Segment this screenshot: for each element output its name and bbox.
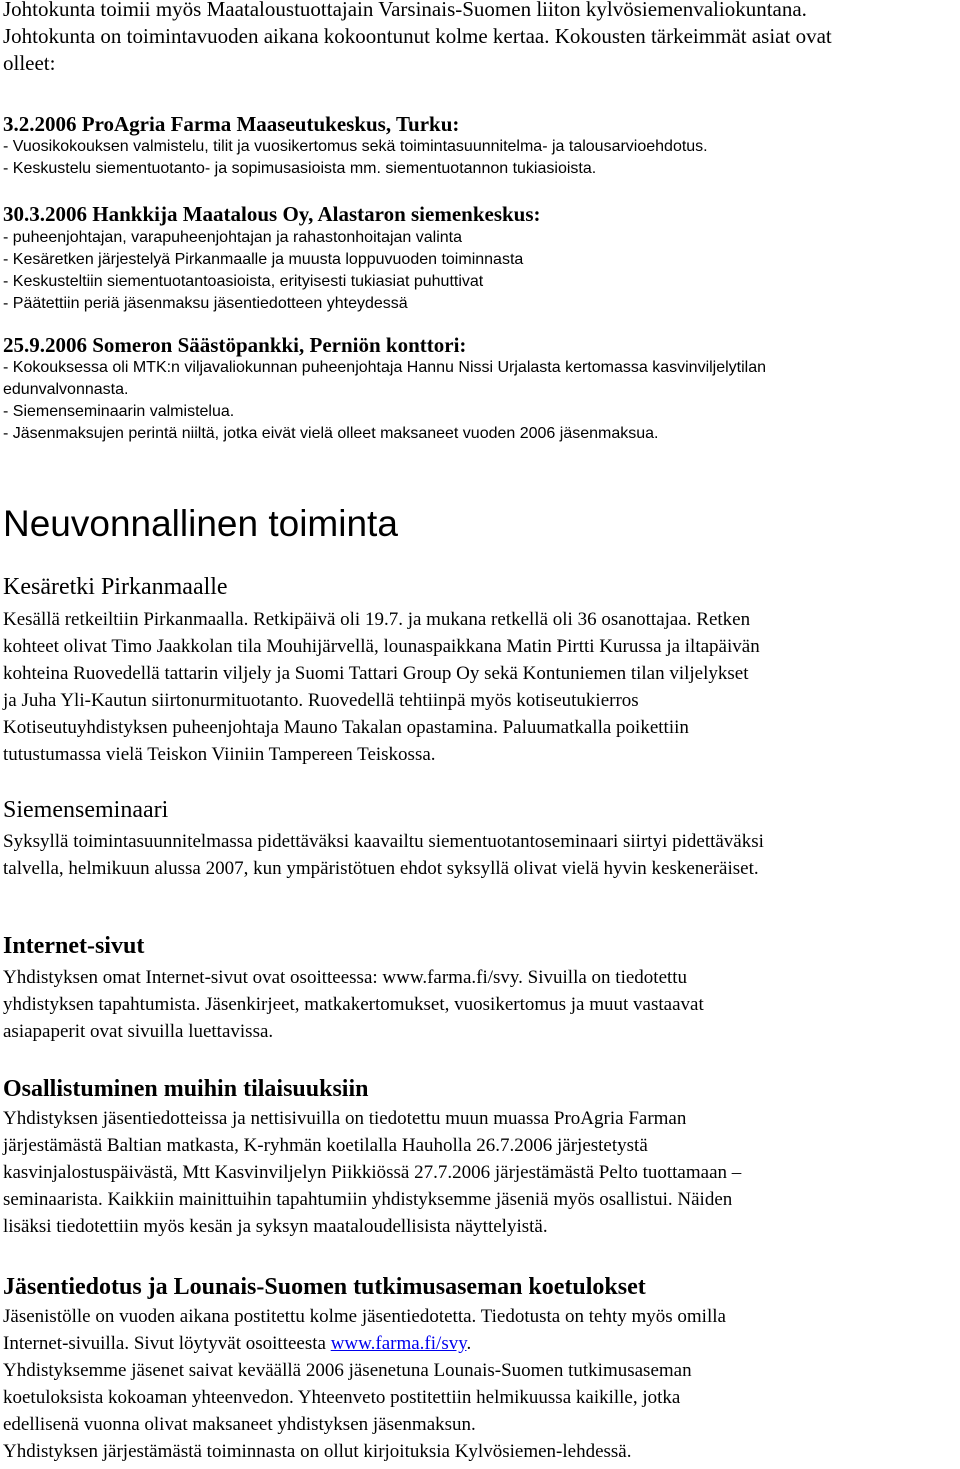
intro-line: olleet:	[3, 51, 56, 75]
meeting-heading: 3.2.2006 ProAgria Farma Maaseutukeskus, Turku:	[3, 112, 460, 136]
text-line: koetuloksista kokoaman yhteenvedon. Yhteenveto postitettiin helmikuussa kaikille, jotka	[3, 1387, 681, 1408]
jasentiedotus-heading: Jäsentiedotus ja Lounais-Suomen tutkimusaseman koetulokset	[3, 1274, 646, 1300]
text-line: tutustumassa vielä Teiskon Viiniin Tampereen Teiskossa.	[3, 744, 436, 765]
meeting-item: - Siemenseminaarin valmistelua.	[3, 403, 235, 420]
intro-line: Johtokunta on toimintavuoden aikana kokoontunut kolme kertaa. Kokousten tärkeimmät asiat ovat	[3, 24, 832, 48]
text-line: Syksyllä toimintasuunnitelmassa pidettäväksi kaavailtu siementuotantoseminaari siirtyi pidettäväksi	[3, 831, 764, 852]
meeting-item: - Kokouksessa oli MTK:n viljavaliokunnan puheenjohtaja Hannu Nissi Urjalasta kertomassa kasvinviljelytilan	[3, 359, 767, 376]
intro-line: Johtokunta toimii myös Maataloustuottajain Varsinais-Suomen liiton kylvösiemenvaliokuntana.	[3, 0, 807, 21]
text-line: järjestämästä Baltian matkasta, K-ryhmän koetilalla Hauholla 26.7.2006 järjestetystä	[3, 1135, 648, 1156]
meeting-item: - Jäsenmaksujen perintä niiltä, jotka eivät vielä olleet maksaneet vuoden 2006 jäsenmaksua.	[3, 425, 659, 442]
text-line: Yhdistyksen jäsentiedotteissa ja nettisivuilla on tiedotettu muun muassa ProAgria Farman	[3, 1108, 687, 1129]
text-line: Yhdistyksen omat Internet-sivut ovat osoitteessa: www.farma.fi/svy. Sivuilla on tiedotettu	[3, 967, 688, 988]
text-line: kohteina Ruovedellä tattarin viljely ja Suomi Tattari Group Oy sekä Kontuniemen tilan viljelykset	[3, 663, 749, 684]
meeting-item: - Vuosikokouksen valmistelu, tilit ja vuosikertomus sekä toimintasuunnitelma- ja talousarvioehdotus.	[3, 138, 708, 155]
meeting-item: - puheenjohtajan, varapuheenjohtajan ja rahastonhoitajan valinta	[3, 229, 463, 246]
text-line: yhdistyksen tapahtumista. Jäsenkirjeet, matkakertomukset, vuosikertomus ja muut vastaavat	[3, 994, 704, 1015]
osallistuminen-heading: Osallistuminen muihin tilaisuuksiin	[3, 1076, 369, 1102]
text-line: kasvinjalostuspäivästä, Mtt Kasvinviljelyn Piikkiössä 27.7.2006 järjestämästä Pelto tuottamaan –	[3, 1162, 742, 1183]
text-line: Yhdistyksen järjestämästä toiminnasta on ollut kirjoituksia Kylvösiemen-lehdessä.	[3, 1441, 632, 1462]
text-line: lisäksi tiedotettiin myös kesän ja syksyn maataloudellisista näyttelyistä.	[3, 1216, 548, 1237]
section-title: Neuvonnallinen toiminta	[3, 503, 398, 544]
text-line: ja Juha Yli-Kautun siirtonurmituotanto. Ruovedellä tehtiinpä myös kotiseutukierros	[3, 690, 639, 711]
meeting-items	[3, 136, 708, 180]
kesaretki-heading: Kesäretki Pirkanmaalle	[3, 574, 228, 600]
meeting-item: - Keskusteltiin siementuotantoasioista, erityisesti tukiasiat puhuttivat	[3, 273, 484, 290]
meeting-heading: 30.3.2006 Hankkija Maatalous Oy, Alastaron siemenkeskus:	[3, 202, 541, 226]
seminaari-paragraph	[3, 828, 764, 882]
osallistuminen-paragraph	[3, 1105, 741, 1240]
text-line: asiapaperit ovat sivuilla luettavissa.	[3, 1021, 274, 1042]
text-line: talvella, helmikuun alussa 2007, kun ympäristötuen ehdot syksyllä olivat vielä hyvin keskeneräiset.	[3, 858, 759, 879]
text-fragment: Internet-sivuilla. Sivut löytyvät osoitteesta	[3, 1333, 331, 1354]
text-line: Kotiseutuyhdistyksen puheenjohtaja Mauno Takalan opastamina. Paluumatkalla poikettiin	[3, 717, 689, 738]
text-line: Yhdistyksemme jäsenet saivat keväällä 2006 jäsenetuna Lounais-Suomen tutkimusaseman	[3, 1360, 692, 1381]
text-line: kohteet olivat Timo Jaakkolan tila Mouhijärvellä, lounaspaikkana Matin Pirtti Kurussa ja iltapäivän	[3, 636, 760, 657]
intro-paragraph	[3, 0, 955, 77]
text-line: Jäsenistölle on vuoden aikana postitettu kolme jäsentiedotetta. Tiedotusta on tehty myös omilla	[3, 1306, 726, 1327]
kesaretki-paragraph	[3, 606, 760, 768]
meeting-item: edunvalvonnasta.	[3, 381, 129, 398]
meeting-item: - Päätettiin periä jäsenmaksu jäsentiedotteen yhteydessä	[3, 295, 408, 312]
internet-heading: Internet-sivut	[3, 933, 145, 959]
meeting-item: - Keskustelu siementuotanto- ja sopimusasioista mm. siementuotannon tukiasioista.	[3, 160, 597, 177]
text-line: edellisenä vuonna olivat maksaneet yhdistyksen jäsenmaksun.	[3, 1414, 476, 1435]
text-fragment: .	[466, 1333, 472, 1354]
seminaari-heading: Siemenseminaari	[3, 797, 169, 823]
jasentiedotus-paragraph	[3, 1303, 726, 1465]
farma-link[interactable]: www.farma.fi/svy	[330, 1333, 467, 1354]
internet-paragraph	[3, 964, 704, 1045]
meeting-items	[3, 357, 766, 445]
text-line: seminaarista. Kaikkiin mainittuihin tapahtumiin yhdistyksemme jäseniä myös osallistui. Näiden	[3, 1189, 733, 1210]
meeting-item: - Kesäretken järjestelyä Pirkanmaalle ja muusta loppuvuoden toiminnasta	[3, 251, 524, 268]
text-line: Kesällä retkeiltiin Pirkanmaalla. Retkipäivä oli 19.7. ja mukana retkellä oli 36 osanottajaa. Retken	[3, 609, 751, 630]
meeting-heading: 25.9.2006 Someron Säästöpankki, Perniön konttori:	[3, 333, 467, 357]
meeting-items	[3, 227, 523, 315]
text-line-with-link	[3, 1330, 726, 1357]
